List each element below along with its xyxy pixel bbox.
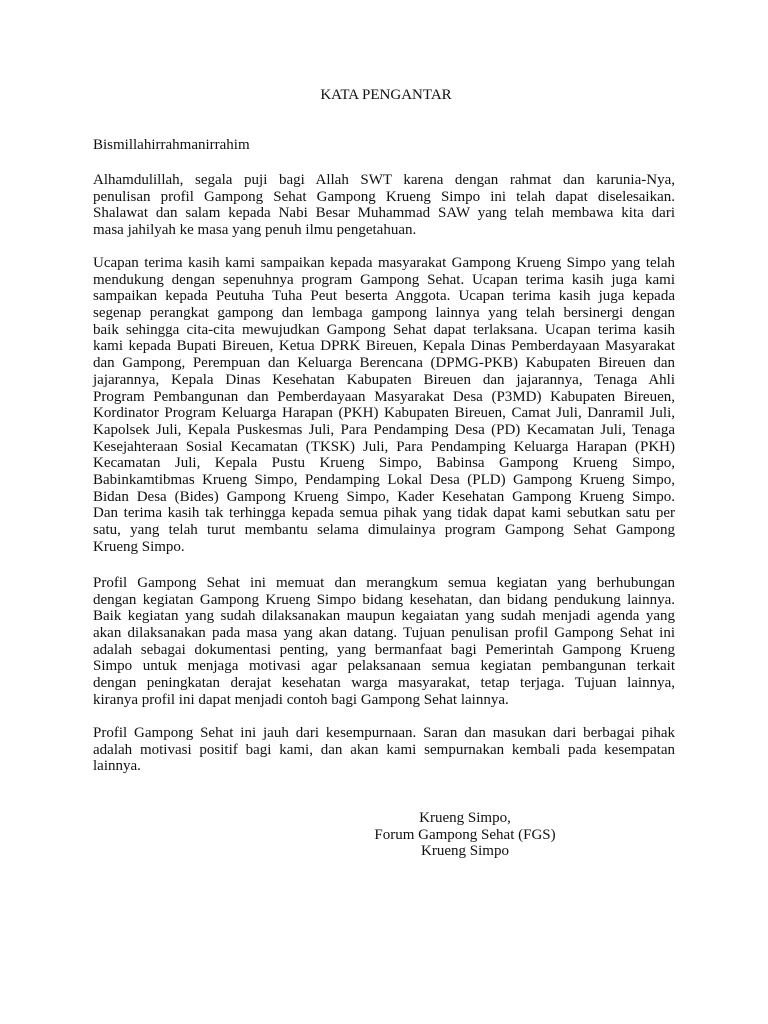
- paragraph-line: Ucapan terima kasih kami sampaikan kepada masyarakat Gampong Krueng Simpo yang telah: [93, 255, 675, 271]
- paragraph-line: sampaikan kepada Peutuha Tuha Peut beserta Anggota. Ucapan terima kasih juga kepada: [93, 288, 675, 305]
- paragraph-line: akan dilaksanakan pada masa yang akan datang. Tujuan penulisan profil Gampong Sehat ini: [93, 625, 675, 642]
- paragraph-closing: [93, 725, 675, 775]
- paragraph-line: Profil Gampong Sehat ini jauh dari kesempurnaan. Saran dan masukan dari berbagai pihak: [93, 725, 675, 741]
- paragraph-line: Kordinator Program Keluarga Harapan (PKH) Kabupaten Bireuen, Camat Juli, Danramil Juli,: [93, 405, 675, 422]
- signature-block: [365, 810, 565, 860]
- paragraph-line: segenap perangkat gampong dan lembaga gampong lainnya yang telah bersinergi dengan: [93, 305, 675, 322]
- paragraph-line: Alhamdulillah, segala puji bagi Allah SWT karena dengan rahmat dan karunia-Nya,: [93, 172, 675, 188]
- paragraph-line: adalah sebagai dokumentasi penting, yang bermanfaat bagi Pemerintah Gampong Krueng: [93, 641, 675, 658]
- paragraph-line: kami kepada Bupati Bireuen, Ketua DPRK Bireuen, Kepala Dinas Pemberdayaan Masyarakat: [93, 338, 675, 355]
- paragraph-line: Program Pembangunan dan Pemberdayaan Masyarakat Desa (P3MD) Kabupaten Bireuen,: [93, 388, 675, 405]
- paragraph-line: lainnya.: [93, 758, 141, 775]
- signature-location: Krueng Simpo: [421, 843, 509, 860]
- paragraph-line: Shalawat dan salam kepada Nabi Besar Muhammad SAW yang telah membawa kita dari: [93, 205, 675, 222]
- paragraph-line: Babinkamtibmas Krueng Simpo, Pendamping Lokal Desa (PLD) Gampong Krueng Simpo,: [93, 471, 675, 488]
- paragraph-line: masa jahilyah ke masa yang penuh ilmu pengetahuan.: [93, 222, 417, 239]
- paragraph-line: satu, yang telah turut membantu selama dimulainya program Gampong Sehat Gampong: [93, 522, 675, 538]
- paragraph-line: mendukung dengan sepenuhnya program Gampong Sehat. Ucapan terima kasih juga kami: [93, 271, 675, 288]
- opening-line: [93, 137, 675, 154]
- paragraph-line: kiranya profil ini dapat menjadi contoh bagi Gampong Sehat lainnya.: [93, 691, 509, 708]
- paragraph-line: dengan peningkatan derajat kesehatan warga masyarakat, tetap terjaga. Tujuan lainnya,: [93, 675, 675, 692]
- signature-place: Krueng Simpo,: [419, 810, 511, 826]
- paragraph-line: penulisan profil Gampong Sehat Gampong Krueng Simpo ini telah dapat diselesaikan.: [93, 188, 675, 205]
- paragraph-line: Krueng Simpo.: [93, 538, 185, 555]
- paragraph-line: baik sehingga cita-cita mewujudkan Gampong Sehat dapat terlaksana. Ucapan terima kasih: [93, 321, 675, 338]
- page-title: KATA PENGANTAR: [320, 87, 452, 103]
- paragraph-line: dengan kegiatan Gampong Krueng Simpo bidang kesehatan, dan bidang pendukung lainnya.: [93, 591, 675, 608]
- paragraph-line: Kecamatan Juli, Kepala Pustu Krueng Simpo, Babinsa Gampong Krueng Simpo,: [93, 455, 675, 472]
- opening-text: Bismillahirrahmanirrahim: [93, 137, 250, 153]
- paragraph-line: Profil Gampong Sehat ini memuat dan merangkum semua kegiatan yang berhubungan: [93, 575, 675, 591]
- paragraph-line: jajarannya, Kepala Dinas Kesehatan Kabupaten Bireuen dan jajarannya, Tenaga Ahli: [93, 371, 675, 388]
- paragraph-line: Kesejahteraan Sosial Kecamatan (TKSK) Juli, Para Pendamping Keluarga Harapan (PKH): [93, 438, 675, 455]
- paragraph-line: adalah motivasi positif bagi kami, dan akan kami sempurnakan kembali pada kesempatan: [93, 741, 675, 758]
- paragraph-line: Kapolsek Juli, Kepala Puskesmas Juli, Para Pendamping Desa (PD) Kecamatan Juli, Tenaga: [93, 421, 675, 438]
- signature-organization: Forum Gampong Sehat (FGS): [374, 826, 556, 843]
- paragraph-acknowledgements: [93, 255, 675, 555]
- paragraph-gratitude-allah: [93, 172, 675, 239]
- paragraph-line: Simpo untuk menjaga motivasi agar pelaksanaan semua kegiatan pembangunan terkait: [93, 658, 675, 675]
- paragraph-profile-purpose: [93, 575, 675, 709]
- paragraph-line: Dan terima kasih tak terhingga kepada semua pihak yang tidak dapat kami sebutkan satu per: [93, 505, 675, 522]
- paragraph-line: Bidan Desa (Bides) Gampong Krueng Simpo, Kader Kesehatan Gampong Krueng Simpo.: [93, 488, 675, 505]
- paragraph-line: Baik kegiatan yang sudah dilaksanakan maupun kegaiatan yang sudah menjadi agenda yang: [93, 608, 675, 625]
- paragraph-line: dan Gampong, Perempuan dan Keluarga Berencana (DPMG-PKB) Kabupaten Bireuen dan: [93, 355, 675, 372]
